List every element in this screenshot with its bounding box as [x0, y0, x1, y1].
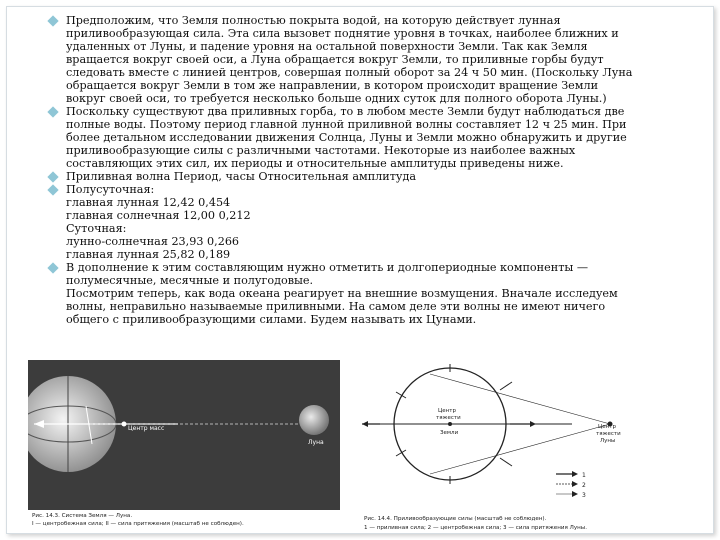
text-line: приливообразующая сила. Эта сила вызовет поднятие уровня в точках, наиболее ближних и: [66, 27, 619, 40]
text-line: общего с приливообразующими силами. Будем называть их Цунами.: [66, 313, 477, 326]
text-line: Суточная:: [66, 222, 127, 235]
text-line: главная солнечная 12,00 0,212: [66, 209, 251, 222]
text-line: лунно-солнечная 23,93 0,266: [66, 235, 240, 248]
moon-globe: [299, 405, 329, 435]
tidal-forces-diagram: [360, 360, 700, 536]
bullet-diamond-icon: [47, 106, 58, 117]
bullet-item-4: [46, 183, 670, 261]
bullet-item-1: [46, 14, 670, 105]
figure-caption: Рис. 14.4. Приливообразующие силы (масштаб не соблюден).: [364, 516, 547, 522]
text-line: полные воды. Поэтому период главной лунной приливной волны составляет 12 ч 25 мин. При: [66, 118, 627, 131]
bullet-list: [46, 14, 670, 326]
text-line: Поскольку существуют два приливных горба, то в любом месте Земли будут наблюдаться две: [66, 105, 625, 118]
bullet-item-3: [46, 170, 670, 183]
figure-caption: 1 — приливная сила; 2 — центробежная сила; 3 — сила притяжения Луны.: [364, 525, 587, 531]
text-line: волны, неправильно называемые приливными. На самом деле эти волны не имеют ничего: [66, 300, 606, 313]
text-line: более детальном исследовании движения Солнца, Луны и Земли можно обнаружить и другие: [66, 131, 627, 144]
text-line: обращается вокруг Земли в том же направлении, в котором происходит вращение Земли: [66, 79, 599, 92]
figure-earth-moon-system: [28, 360, 340, 528]
text-line: Полусуточная:: [66, 183, 155, 196]
center-of-mass-label: Центр масс: [128, 425, 165, 432]
text-line: Предположим, что Земля полностью покрыта водой, на которую действует лунная: [66, 14, 561, 27]
text-line: следовать вместе с линией центров, совершая полный оборот за 24 ч 50 мин. (Поскольку Луна: [66, 66, 633, 79]
legend-number: 2: [582, 482, 586, 489]
text-line: приливообразующие силы с различными частотами. Некоторые из наиболее важных: [66, 144, 576, 157]
text-line: Посмотрим теперь, как вода океана реагирует на внешние возмущения. Вначале исследуем: [66, 287, 618, 300]
bullet-diamond-icon: [47, 15, 58, 26]
center-of-mass-dot: [122, 422, 127, 427]
bullet-diamond-icon: [47, 171, 58, 182]
text-line: полумесячные, месячные и полугодовые.: [66, 274, 314, 287]
earth-center-label: тяжести: [436, 415, 461, 421]
earth-center-label: Земли: [440, 430, 459, 436]
bullet-diamond-icon: [47, 262, 58, 273]
figure-caption: Рис. 14.3. Система Земля — Луна.: [32, 513, 133, 519]
moon-center-label: Луны: [600, 438, 616, 444]
text-line: вращается вокруг своей оси, а Луна обращается вокруг Земли, то приливные горбы будут: [66, 53, 604, 66]
bullet-diamond-icon: [47, 184, 58, 195]
figure-caption: I — центробежная сила; II — сила притяжения (масштаб не соблюден).: [32, 521, 244, 527]
legend-number: 3: [582, 492, 586, 499]
moon-label: Луна: [308, 439, 324, 446]
figure-tidal-forces: [360, 360, 700, 536]
earth-moon-diagram: [28, 360, 340, 528]
text-line: В дополнение к этим составляющим нужно отметить и долгопериодные компоненты —: [66, 261, 589, 274]
earth-center-label: Центр: [438, 408, 456, 414]
table-header: Приливная волна Период, часы Относительная амплитуда: [66, 170, 417, 183]
bullet-item-2: [46, 105, 670, 170]
moon-center-label: тяжести: [596, 431, 621, 437]
moon-center-label: Центр: [598, 424, 616, 430]
text-line: составляющих этих сил, их периоды и относительные амплитуды приведены ниже.: [66, 157, 564, 170]
text-line: удаленных от Луны, и падение уровня на остальной поверхности Земли. Так как Земля: [66, 40, 588, 53]
legend-number: 1: [582, 472, 586, 479]
earth-center-dot: [448, 422, 452, 426]
text-line: главная лунная 12,42 0,454: [66, 196, 231, 209]
text-line: вокруг своей оси, то требуется несколько больше одних суток для полного оборота Луны.): [66, 92, 607, 105]
text-line: главная лунная 25,82 0,189: [66, 248, 231, 261]
bullet-item-5: [46, 261, 670, 326]
